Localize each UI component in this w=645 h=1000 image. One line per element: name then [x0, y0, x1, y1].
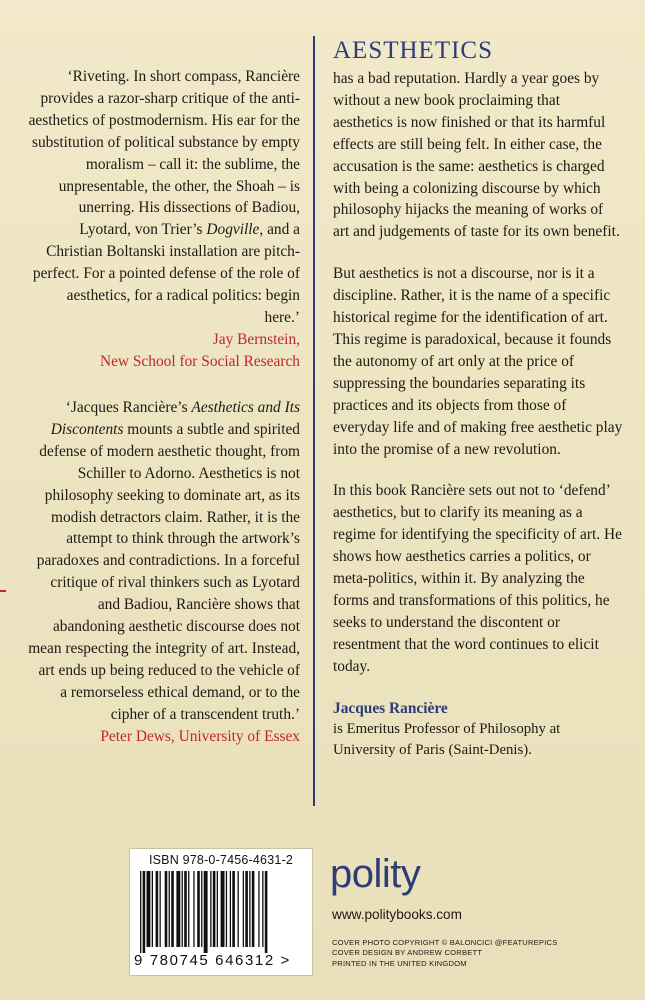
- barcode-bar: [213, 871, 216, 947]
- barcode-bar: [262, 871, 263, 947]
- barcode-bar: [210, 871, 211, 947]
- isbn-barcode: [129, 848, 313, 976]
- barcode-bar: [230, 871, 231, 947]
- barcode-bar: [252, 871, 255, 947]
- endorsement-text-part: ‘Jacques Rancière’s: [65, 399, 192, 416]
- endorsement-bernstein: [28, 66, 300, 373]
- barcode-bar: [160, 871, 161, 947]
- barcode-bar: [182, 871, 183, 947]
- publisher-logo: polity: [330, 852, 421, 896]
- description-paragraph-1: has a bad reputation. Hardly a year goes by without a new book proclaiming that aesthetics is now finished or that its harmful effects are still being felt. In either case, the accusation is the same: aesthetics is charged with being a colonizing discourse by which philosophy hijacks the meaning of works of art and judgements of taste for its own benefit.: [333, 70, 620, 241]
- barcode-bar: [143, 871, 146, 953]
- endorsement-text-part: mounts a subtle and spirited defense of modern aesthetic thought, from Schiller to Adorno. Aesthetics is not philosophy seeking to dominate art, as its modish detractors claim. Rather, it is the attempt to think through the artwork’s paradoxes and contradictions. In a forceful critique of rival thinkers such as Lyotard and Badiou, Rancière shows that abandoning aesthetic discourse does not mean respecting the integrity of art. Instead, art ends up being reduced to the vehicle of a remorseless ethical demand, or to the cipher of a transcendent truth.’: [28, 420, 300, 723]
- description-paragraph-3: In this book Rancière sets out not to ‘defend’ aesthetics, but to clarify its meaning as a regime for identifying the specificity of art. He shows how aesthetics carries a politics, or meta-politics, within it. By analyzing the forms and transformations of this politics, he seeks to understand the discontent or resentment that the word continues to elicit today.: [333, 482, 622, 675]
- barcode-bar: [221, 871, 225, 947]
- barcode-bar: [232, 871, 235, 947]
- barcode-bar: [147, 871, 151, 947]
- endorsement-text: [28, 66, 300, 329]
- endorsement-italic-title: Aesthetics and Its Discontents: [50, 399, 300, 438]
- credit-line: COVER PHOTO COPYRIGHT © BALONCICI @FEATUREPICS: [332, 938, 558, 947]
- barcode-bar: [193, 871, 194, 947]
- barcode-bar: [245, 871, 248, 947]
- credit-line: PRINTED IN THE UNITED KINGDOM: [332, 958, 467, 968]
- barcode-bar: [140, 871, 141, 953]
- endorsement-text-part: , and a Christian Boltanski installation are pitch-perfect. For a pointed defense of the role of aesthetics, for a radical politics: begin here.’: [32, 221, 300, 326]
- endorsement-attribution-affiliation: New School for Social Research: [99, 352, 300, 370]
- barcode-bars: [138, 871, 304, 953]
- barcode-bar: [171, 871, 174, 947]
- column-divider: [313, 36, 315, 806]
- credit-line: COVER DESIGN BY ANDREW CORBETT: [332, 948, 483, 958]
- barcode-bar: [265, 871, 268, 953]
- barcode-bar: [188, 871, 189, 947]
- barcode-bar: [204, 871, 208, 953]
- author-bio: is Emeritus Professor of Philosophy at University of Paris (Saint-Denis).: [333, 721, 561, 759]
- barcode-bar: [169, 871, 170, 947]
- barcode-bar: [184, 871, 187, 947]
- endorsement-text-part: ‘Riveting. In short compass, Rancière provides a razor-sharp critique of the anti-aesthetics of postmodernism. His ear for the substitution of political substance by empty moralism – call it: the sublime, the unpresentable, the other, the Shoah – is unerring. His dissections of Badiou, Lyotard, von Trier’s: [28, 68, 300, 239]
- barcode-bar: [243, 871, 244, 947]
- barcode-bar: [238, 871, 239, 947]
- cover-credits: [332, 938, 557, 969]
- barcode-bar: [176, 871, 180, 947]
- endorsement-italic-title: Dogville: [206, 221, 260, 239]
- barcode-bar: [197, 871, 200, 947]
- endorsement-attribution: Peter Dews, University of Essex: [100, 727, 300, 745]
- barcode-bar: [201, 871, 202, 947]
- barcode-digits: 9 780745 646312 >: [134, 952, 291, 969]
- barcode-bar: [258, 871, 259, 947]
- barcode-bar: [156, 871, 159, 947]
- endorsement-text: [28, 397, 300, 726]
- edge-mark: [0, 590, 6, 592]
- barcode-bar: [249, 871, 250, 947]
- barcode-bar: [152, 871, 153, 947]
- endorsement-attribution-name: Jay Bernstein,: [212, 330, 300, 348]
- barcode-bar: [217, 871, 218, 947]
- author-name: Jacques Rancière: [333, 699, 448, 717]
- isbn-label: ISBN 978-0-7456-4631-2: [148, 853, 294, 867]
- description-heading: AESTHETICS: [333, 37, 493, 64]
- book-description: [333, 36, 623, 761]
- publisher-url: www.politybooks.com: [332, 907, 462, 922]
- barcode-bar: [165, 871, 168, 947]
- barcode-bar: [226, 871, 227, 947]
- description-paragraph-2: But aesthetics is not a discourse, nor is it a discipline. Rather, it is the name of a specific historical regime for the identification of art. This regime is paradoxical, because it founds the autonomy of art only at the price of suppressing the boundaries separating its practices and its objects from those of everyday life and of making free aesthetic play into the promise of a new revolution.: [333, 265, 623, 458]
- endorsement-dews: [28, 397, 300, 748]
